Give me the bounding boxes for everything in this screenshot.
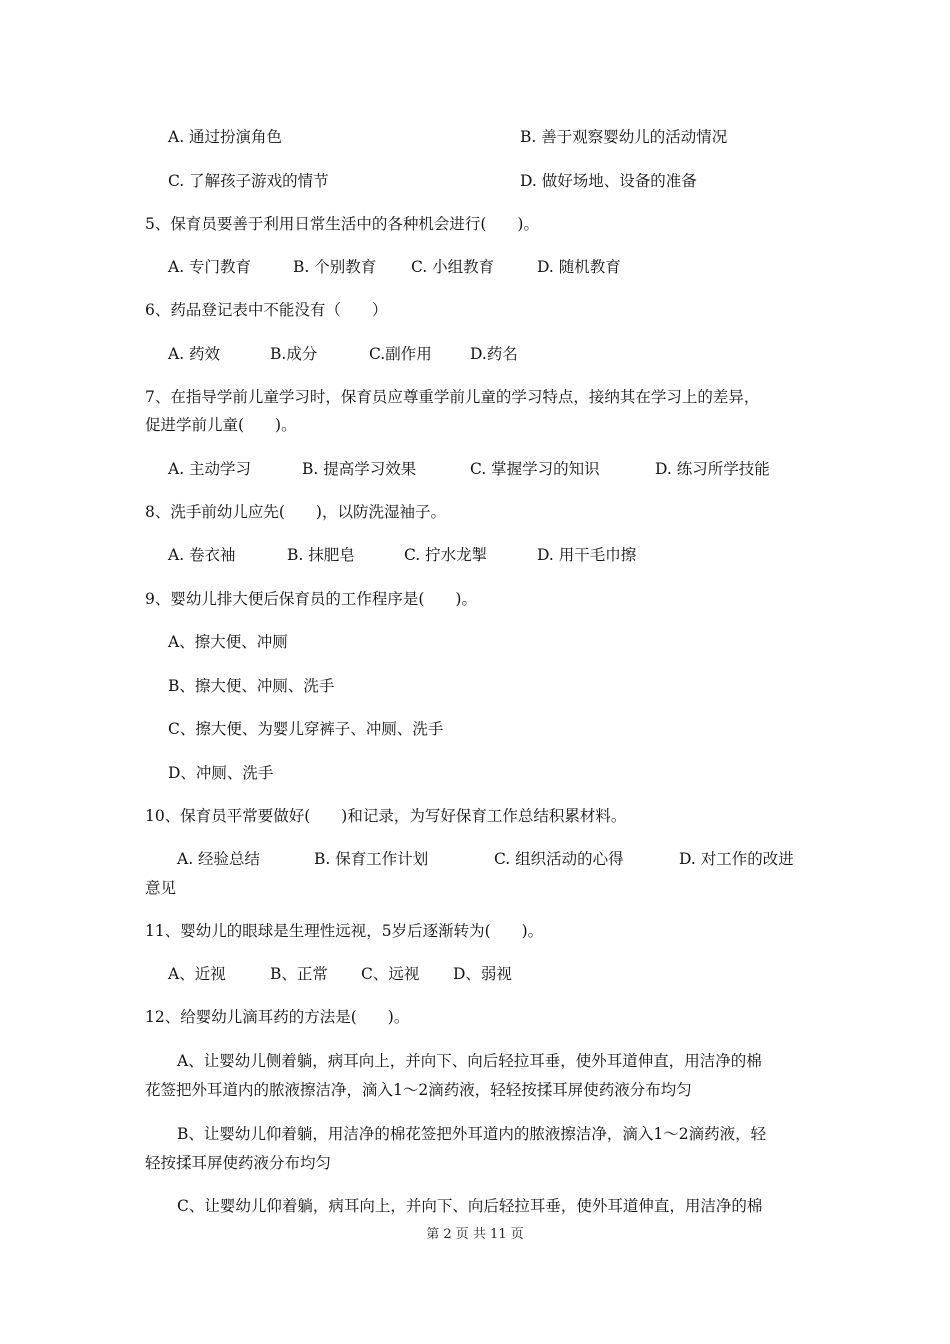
page-number-footer: 第 2 页 共 11 页 xyxy=(426,1227,524,1242)
q10-option-a: A. 经验总结 xyxy=(177,850,261,868)
q4-option-a: A. 通过扮演角色 xyxy=(168,128,283,146)
q12-option-b-line2: 轻按揉耳屏使药液分布均匀 xyxy=(145,1154,332,1172)
q5-text: 5、保育员要善于利用日常生活中的各种机会进行( )。 xyxy=(145,215,539,233)
q5-option-d: D. 随机教育 xyxy=(537,258,621,276)
q7-option-b: B. 提高学习效果 xyxy=(302,460,417,478)
q6-option-b: B.成分 xyxy=(270,345,318,363)
q12-option-a-line1: A、让婴幼儿侧着躺，病耳向上，并向下、向后轻拉耳垂，使外耳道伸直，用洁净的棉 xyxy=(177,1052,762,1070)
q11-option-b: B、正常 xyxy=(270,965,328,983)
q8-text: 8、洗手前幼儿应先( )，以防洗湿袖子。 xyxy=(145,503,446,521)
q5-option-b: B. 个别教育 xyxy=(293,258,377,276)
q8-option-b: B. 抹肥皂 xyxy=(287,546,355,564)
q7-text-line2: 促进学前儿童( )。 xyxy=(145,416,297,434)
q11-text: 11、婴幼儿的眼球是生理性远视，5岁后逐渐转为( )。 xyxy=(145,922,544,940)
q7-option-d: D. 练习所学技能 xyxy=(655,460,770,478)
q9-option-c: C、擦大便、为婴儿穿裤子、冲厕、洗手 xyxy=(168,720,444,738)
q7-option-c: C. 掌握学习的知识 xyxy=(470,460,600,478)
q12-option-b-line1: B、让婴幼儿仰着躺，用洁净的棉花签把外耳道内的脓液擦洁净，滴入1～2滴药液，轻 xyxy=(177,1125,767,1143)
q9-option-b: B、擦大便、冲厕、洗手 xyxy=(168,677,335,695)
q7-text-line1: 7、在指导学前儿童学习时，保育员应尊重学前儿童的学习特点，接纳其在学习上的差异， xyxy=(145,388,760,406)
q11-option-c: C、远视 xyxy=(361,965,420,983)
q9-text: 9、婴幼儿排大便后保育员的工作程序是( )。 xyxy=(145,590,477,608)
q8-option-d: D. 用干毛巾擦 xyxy=(537,546,637,564)
q10-option-d-wrap: 意见 xyxy=(145,879,177,897)
q7-option-a: A. 主动学习 xyxy=(168,460,252,478)
q10-option-d: D. 对工作的改进 xyxy=(679,850,794,868)
q10-option-c: C. 组织活动的心得 xyxy=(494,850,624,868)
q8-option-a: A. 卷衣袖 xyxy=(168,546,236,564)
q9-option-d: D、冲厕、洗手 xyxy=(168,764,274,782)
q12-text: 12、给婴幼儿滴耳药的方法是( )。 xyxy=(145,1008,410,1026)
q10-text: 10、保育员平常要做好( )和记录，为写好保育工作总结积累材料。 xyxy=(145,807,627,825)
q5-option-c: C. 小组教育 xyxy=(411,258,495,276)
q12-option-c-line1: C、让婴幼儿仰着躺，病耳向上，并向下、向后轻拉耳垂，使外耳道伸直，用洁净的棉 xyxy=(177,1197,763,1215)
q9-option-a: A、擦大便、冲厕 xyxy=(168,633,288,651)
q4-option-c: C. 了解孩子游戏的情节 xyxy=(168,172,329,190)
q6-option-c: C.副作用 xyxy=(369,345,432,363)
q6-option-d: D.药名 xyxy=(470,345,518,363)
q12-option-a-line2: 花签把外耳道内的脓液擦洁净，滴入1～2滴药液，轻轻按揉耳屏使药液分布均匀 xyxy=(145,1081,692,1099)
q6-text: 6、药品登记表中不能没有（ ） xyxy=(145,301,388,319)
q4-option-d: D. 做好场地、设备的准备 xyxy=(520,172,697,190)
q11-option-d: D、弱视 xyxy=(453,965,512,983)
q11-option-a: A、近视 xyxy=(168,965,226,983)
q8-option-c: C. 拧水龙掣 xyxy=(404,546,488,564)
q4-option-b: B. 善于观察婴幼儿的活动情况 xyxy=(520,128,728,146)
q6-option-a: A. 药效 xyxy=(168,345,221,363)
q10-option-b: B. 保育工作计划 xyxy=(314,850,429,868)
q5-option-a: A. 专门教育 xyxy=(168,258,252,276)
